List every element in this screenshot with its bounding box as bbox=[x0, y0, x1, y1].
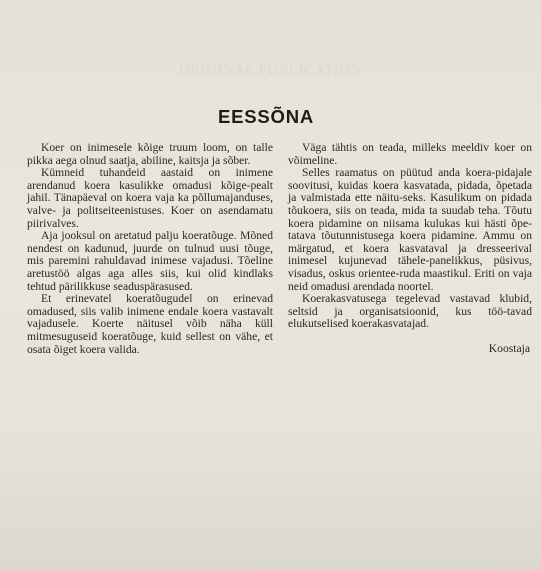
paragraph: Selles raamatus on püütud anda koera-pidajale soovitusi, kuidas koera kasvatada, pidada, õpetada ja valmistada ette näitu-seks. Kasulikum on pidada tõukoera, siis on teada, mida ta suudab teha. Tõutu koera pidamine on niisama kulukas kui hästi õpe-tatava tõutunnistusega koera pidamine. Ammu on märgatud, et koera kasvataval ja dresseerival inimesel kujunevad tähele-panelikkus, püsivus, visadus, oskus orientee-ruda maastikul. Eriti on vaja neid omadusi arendada noortel. bbox=[288, 166, 532, 293]
page-title: EESSÕNA bbox=[217, 106, 315, 127]
bleed-through-text: ORIGINAL PUBLICATION bbox=[179, 63, 362, 78]
left-column bbox=[27, 142, 273, 356]
paragraph: Väga tähtis on teada, milleks meeldiv koer on võimeline. bbox=[288, 141, 532, 167]
paragraph: Kümneid tuhandeid aastaid on inimene arendanud koera kasulikke omadusi kõige-pealt jahil. Tänapäeval on koera vaja ka põllumajanduses, valve- ja politseiteenistuses. Koer on asendamatu piirivalves. bbox=[27, 166, 273, 230]
paragraph: Koer on inimesele kõige truum loom, on talle pikka aega olnud saatja, abiline, kaitsja ja sõber. bbox=[27, 141, 273, 167]
right-column bbox=[288, 142, 532, 356]
signature: Koostaja bbox=[488, 341, 530, 355]
paragraph: Koerakasvatusega tegelevad vastavad klubid, seltsid ja organisatsioonid, kus töö-tavad elukutselised koerakasvatajad. bbox=[288, 292, 532, 331]
paragraph: Aja jooksul on aretatud palju koeratõuge. Mõned nendest on kadunud, juurde on tulnud uusi tõuge, mis paremini rahuldavad inimese vajadusi. Tõeline aretustöö algas aga alles siis, kui olid kindlaks tehtud pärilikkuse seaduspärasused. bbox=[27, 229, 273, 293]
paragraph: Et erinevatel koeratõugudel on erinevad omadused, siis valib inimene endale koera vastavalt vajadusele. Koerte näitusel võib näha küll mitmesuguseid koeratõuge, kuid sellest on vähe, et osata õiget koera valida. bbox=[27, 292, 273, 356]
